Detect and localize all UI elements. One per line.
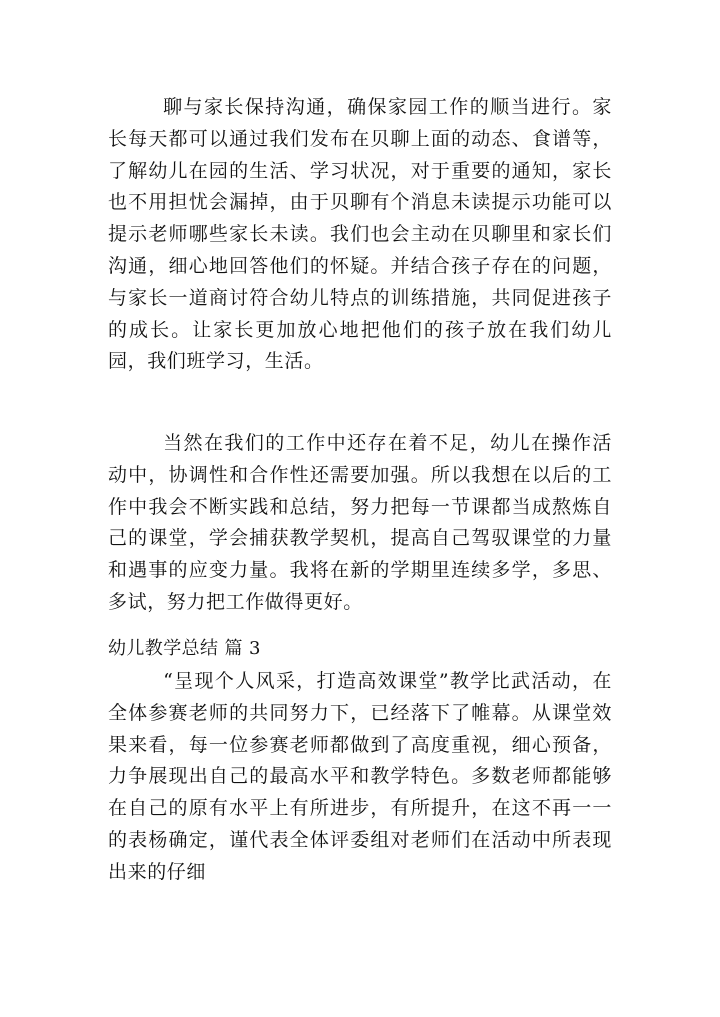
- section-heading: 幼儿教学总结 篇 3: [108, 638, 261, 659]
- body-paragraph-3: “呈现个人风采，打造高效课堂”教学比武活动，在全体参赛老师的共同努力下，已经落下了帷幕。从课堂效果来看，每一位参赛老师都做到了高度重视，细心预备，力争展现出自己的最高水平和教学特色。多数老师都能够在自己的原有水平上有所进步，有所提升，在这不再一一的表杨确定，谨代表全体评委组对老师们在活动中所表现出来的仔细: [108, 670, 612, 883]
- body-paragraph-2: 当然在我们的工作中还存在着不足，幼儿在操作活动中，协调性和合作性还需要加强。所以我想在以后的工作中我会不断实践和总结，努力把每一节课都当成熬炼自己的课堂，学会捕获教学契机，提高自己驾驭课堂的力量和遇事的应变力量。我将在新的学期里连续多学，多思、多试，努力把工作做得更好。: [108, 432, 612, 613]
- body-paragraph-1: 聊与家长保持沟通，确保家园工作的顺当进行。家长每天都可以通过我们发布在贝聊上面的动态、食谱等，了解幼儿在园的生活、学习状况，对于重要的通知，家长也不用担忧会漏掉，由于贝聊有个消息未读提示功能可以提示老师哪些家长未读。我们也会主动在贝聊里和家长们沟通，细心地回答他们的怀疑。并结合孩子存在的问题，与家长一道商讨符合幼儿特点的训练措施，共同促进孩子的成长。让家长更加放心地把他们的孩子放在我们幼儿园，我们班学习，生活。: [108, 96, 612, 373]
